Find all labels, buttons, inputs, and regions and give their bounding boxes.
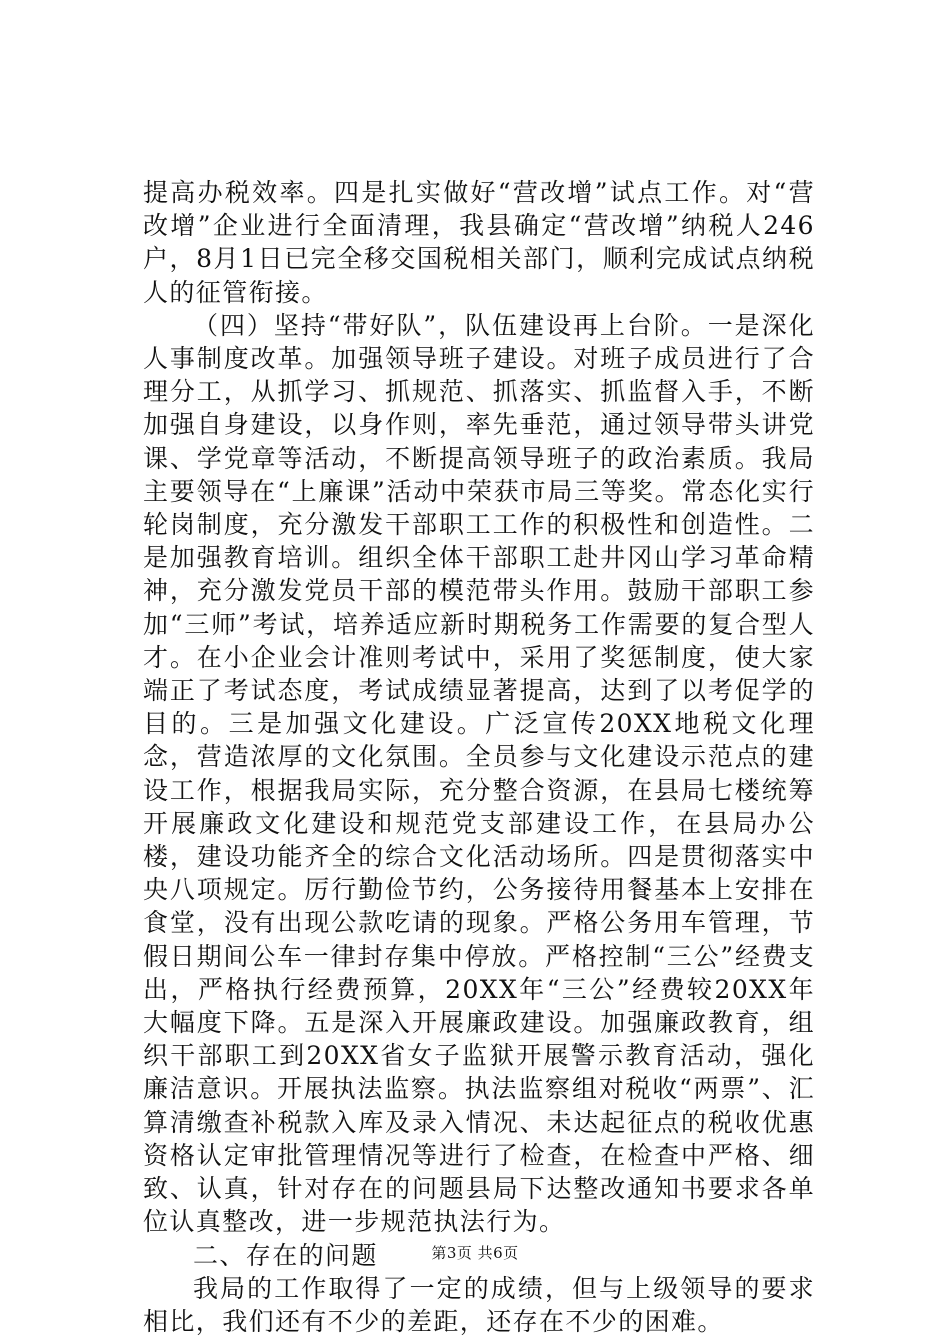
paragraph-continuation: 提高办税效率。四是扎实做好“营改增”试点工作。对“营改增”企业进行全面清理，我县确定“营改增”纳税人246户，8月1日已完全移交国税相关部门，顺利完成试点纳税人的征管衔接。 bbox=[143, 178, 815, 307]
document-body bbox=[143, 176, 815, 1338]
page-footer: 第3页 共6页 bbox=[431, 1244, 519, 1262]
paragraph-problems-intro: 我局的工作取得了一定的成绩，但与上级领导的要求相比，我们还有不少的差距，还存在不少的困难。 bbox=[143, 1273, 815, 1336]
section-heading-problems: 二、存在的问题 bbox=[193, 1240, 378, 1270]
paragraph-section-four: （四）坚持“带好队”，队伍建设再上台阶。一是深化人事制度改革。加强领导班子建设。对班子成员进行了合理分工，从抓学习、抓规范、抓落实、抓监督入手，不断加强自身建设，以身作则，率先垂范，通过领导带头讲党课、学党章等活动，不断提高领导班子的政治素质。我局主要领导在“上廉课”活动中荣获市局三等奖。常态化实行轮岗制度，充分激发干部职工工作的积极性和创造性。二是加强教育培训。组织全体干部职工赴井冈山学习革命精神，充分激发党员干部的模范带头作用。鼓励干部职工参加“三师”考试，培养适应新时期税务工作需要的复合型人才。在小企业会计准则考试中，采用了奖惩制度，使大家端正了考试态度，考试成绩显著提高，达到了以考促学的目的。三是加强文化建设。广泛宣传20XX地税文化理念，营造浓厚的文化氛围。全员参与文化建设示范点的建设工作，根据我局实际，充分整合资源，在县局七楼统筹开展廉政文化建设和规范党支部建设工作，在县局办公楼，建设功能齐全的综合文化活动场所。四是贯彻落实中央八项规定。厉行勤俭节约，公务接待用餐基本上安排在食堂，没有出现公款吃请的现象。严格公务用车管理，节假日期间公车一律封存集中停放。严格控制“三公”经费支出，严格执行经费预算，20XX年“三公”经费较20XX年大幅度下降。五是深入开展廉政建设。加强廉政教育，组织干部职工到20XX省女子监狱开展警示教育活动，强化廉洁意识。开展执法监察。执法监察组对税收“两票”、汇算清缴查补税款入库及录入情况、未达起征点的税收优惠资格认定审批管理情况等进行了检查，在检查中严格、细致、认真，针对存在的问题县局下达整改通知书要求各单位认真整改，进一步规范执法行为。 bbox=[143, 310, 815, 1237]
